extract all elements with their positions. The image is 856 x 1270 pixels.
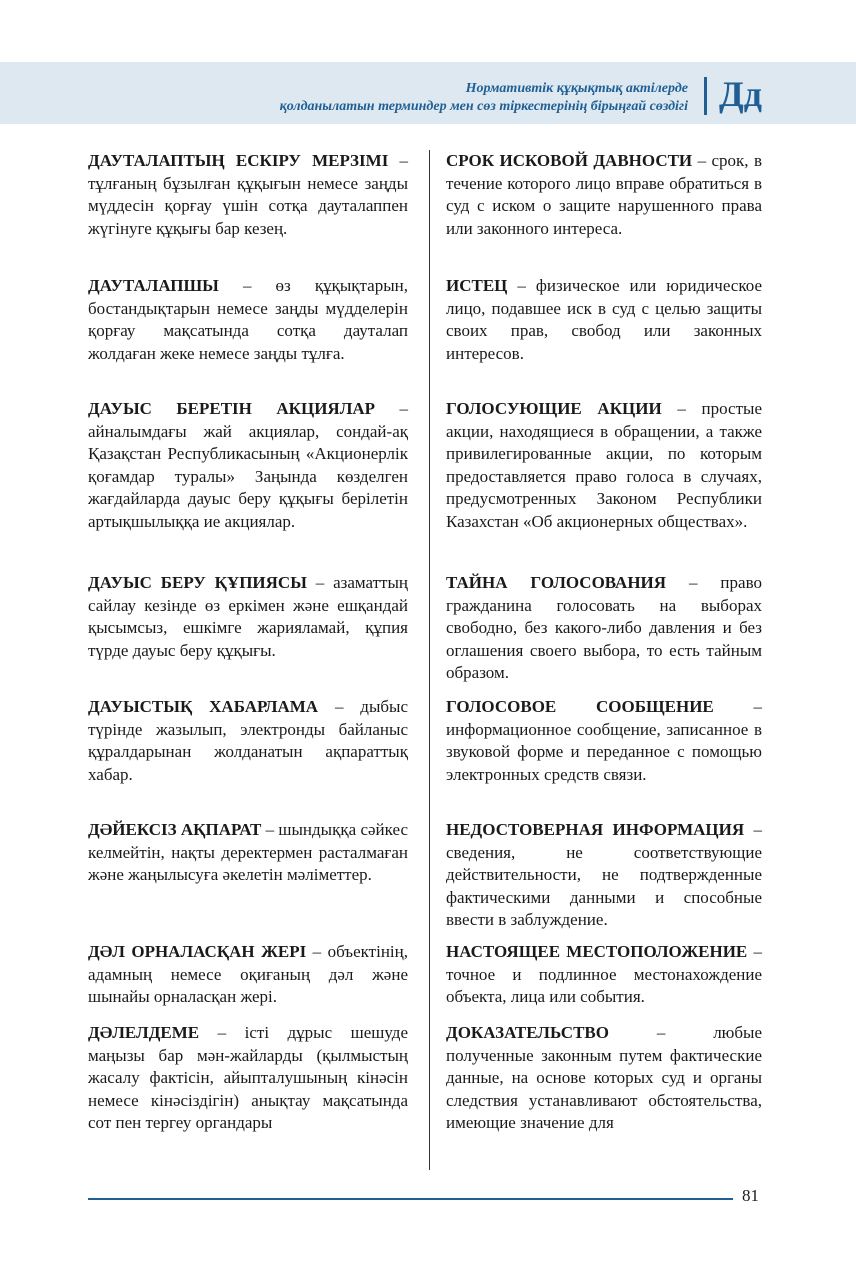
entry-kz: [88, 150, 408, 240]
running-header: [128, 80, 688, 116]
header-line-2: қолданылатын терминдер мен сөз тіркестерінің бірыңғай сөздігі: [279, 99, 688, 114]
header-line-1: Нормативтік құқықтық актілерде: [465, 81, 688, 96]
entry-ru: [446, 941, 762, 1009]
entry-term: ДАУЫС БЕРУ ҚҰПИЯСЫ: [88, 573, 307, 592]
entry-term: ДОКАЗАТЕЛЬСТВО: [446, 1023, 609, 1042]
entry-definition: – тұлғаның бұзылған құқығын немесе заңды мүддесін қорғау үшін сотқа дауталаппен жүгінуге құқығы бар кезең.: [88, 151, 408, 238]
entry-definition: – информационное сообщение, записанное в звуковой форме и переданное с помощью электронных средств связи.: [446, 697, 762, 784]
entry-ru: [446, 696, 762, 786]
entry-term: ДАУТАЛАПТЫҢ ЕСКІРУ МЕРЗІМІ: [88, 151, 389, 170]
entry-term: ТАЙНА ГОЛОСОВАНИЯ: [446, 573, 667, 592]
entry-definition: – айналымдағы жай акциялар, сондай-ақ Қазақстан Республикасының «Акционерлік қоғамдар туралы» Заңында көзделген жағдайларда дауыс беру құқығы берілетін артықшылыққа ие акциялар.: [88, 399, 409, 531]
entry-term: СРОК ИСКОВОЙ ДАВНОСТИ: [446, 151, 693, 170]
entry-term: ДАУТАЛАПШЫ: [88, 276, 219, 295]
entry-definition: – срок, в течение которого лицо вправе обратиться в суд с иском о защите нарушенного права или законного интереса.: [446, 151, 763, 238]
entry-definition: – істі дұрыс шешуде маңызы бар мән-жайларды (қылмыстың жасалу фактісін, айыпталушының кінәсін немесе кінәсіздігін) анықтау мақсатында сот пен тергеу органдары: [88, 1023, 408, 1132]
entry-definition: – любые полученные законным путем фактические данные, на основе которых суд и органы следствия устанавливают обстоятельства, имеющие значение для: [446, 1023, 762, 1132]
entry-term: ДӘЛ ОРНАЛАСҚАН ЖЕРІ: [88, 942, 307, 961]
entry-ru: [446, 572, 762, 685]
entry-definition: – шындыққа сәйкес келмейтін, нақты деректермен расталмаған және жаңылысуға әкелетін мәліметтер.: [88, 820, 408, 884]
entry-term: ИСТЕЦ: [446, 276, 508, 295]
entry-definition: – өз құқықтарын, бостандықтарын немесе заңды мүдделерін қорғау мақсатында сотқа дауталап жолдаған жеке немесе заңды тұлға.: [88, 276, 408, 363]
entry-ru: [446, 819, 762, 932]
entry-definition: – объектінің, адамның немесе оқиғаның дәл және шынайы орналасқан жері.: [88, 942, 408, 1006]
page-number: 81: [742, 1186, 759, 1205]
entry-ru: [446, 398, 762, 533]
entry-term: ДӘЛЕЛДЕМЕ: [88, 1023, 200, 1042]
entry-term: НАСТОЯЩЕЕ МЕСТОПОЛОЖЕНИЕ: [446, 942, 748, 961]
header-divider: [704, 77, 707, 115]
entry-term: НЕДОСТОВЕРНАЯ ИНФОРМАЦИЯ: [446, 820, 745, 839]
entry-term: ГОЛОСОВОЕ СООБЩЕНИЕ: [446, 697, 714, 716]
entry-term: ГОЛОСУЮЩИЕ АКЦИИ: [446, 399, 662, 418]
entry-definition: – физическое или юридическое лицо, подавшее иск в суд с целью защиты своих прав, свобод или законных интересов.: [446, 276, 762, 363]
footer-rule: [88, 1198, 733, 1200]
entry-kz: [88, 572, 408, 662]
entry-definition: – простые акции, находящиеся в обращении, а также привилегированные акции, по которым предоставляется право голоса в случаях, предусмотренных Законом Республики Казахстан «Об акционерных обществах».: [446, 399, 762, 531]
entry-ru: [446, 150, 762, 240]
entry-ru: [446, 275, 762, 365]
entry-definition: – точное и подлинное местонахождение объекта, лица или события.: [446, 942, 763, 1006]
entry-definition: – право гражданина голосовать на выборах свободно, без какого-либо давления и без оглашения своего выбора, то есть тайным образом.: [446, 573, 762, 682]
entry-term: ДАУЫСТЫҚ ХАБАРЛАМА: [88, 697, 319, 716]
entry-kz: [88, 398, 408, 533]
column-divider: [429, 150, 430, 1170]
entry-kz: [88, 941, 408, 1009]
entry-kz: [88, 275, 408, 365]
entry-definition: – азаматтың сайлау кезінде өз еркімен және ешқандай қысымсыз, ешкімге жарияламай, құпия түрде дауыс беру құқығы.: [88, 573, 408, 660]
entry-definition: – дыбыс түрінде жазылып, электронды байланыс құралдарынан жолданатын ақпараттық хабар.: [88, 697, 408, 784]
entry-definition: – сведения, не соответствующие действительности, не подтвержденные фактическими данными и способные ввести в заблуждение.: [446, 820, 762, 929]
entry-term: ДАУЫС БЕРЕТІН АКЦИЯЛАР: [88, 399, 376, 418]
entry-term: ДӘЙЕКСІЗ АҚПАРАТ: [88, 820, 262, 839]
entry-ru: [446, 1022, 762, 1135]
entry-kz: [88, 1022, 408, 1135]
entry-kz: [88, 696, 408, 786]
section-letter: Дд: [719, 74, 762, 114]
entry-kz: [88, 819, 408, 887]
